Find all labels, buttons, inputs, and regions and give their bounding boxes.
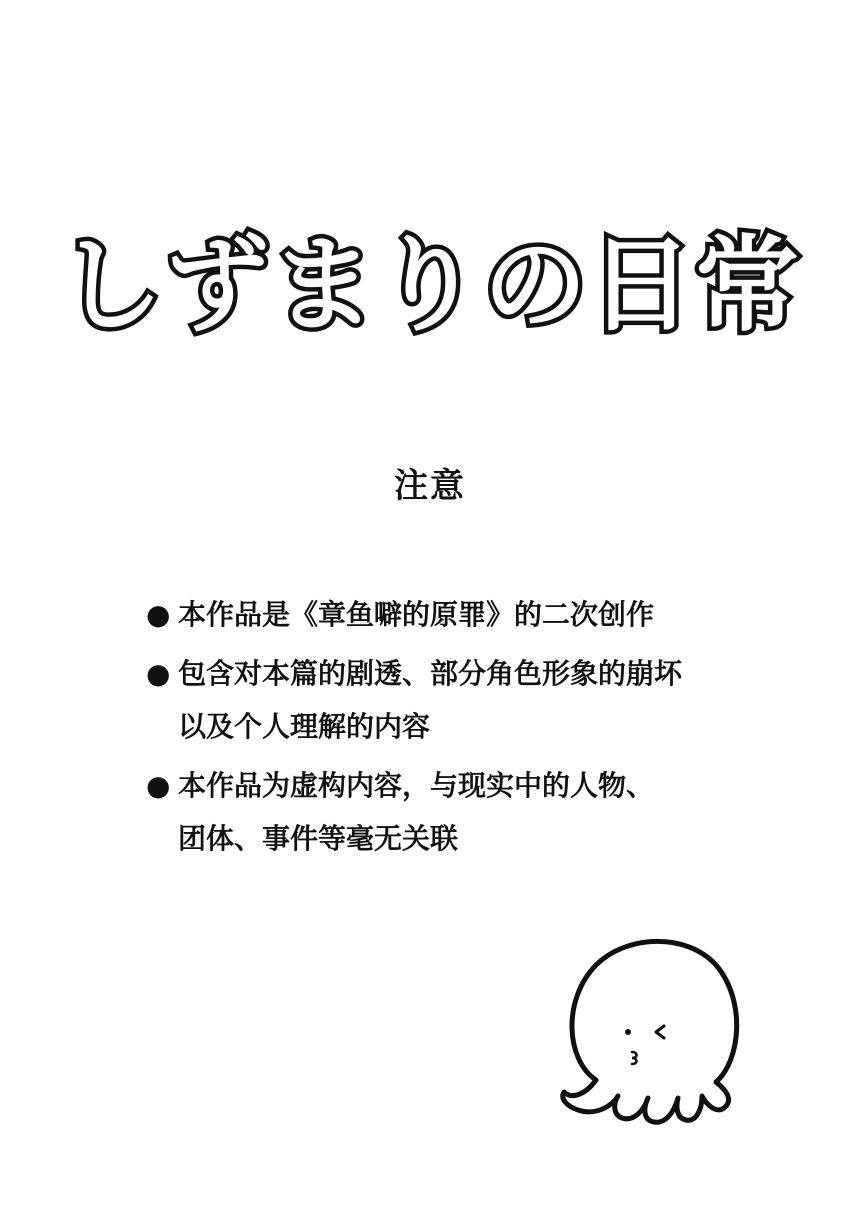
- bullet-icon: ●: [146, 657, 171, 690]
- notice-line: 以及个人理解的内容: [178, 710, 431, 743]
- notice-line: 本作品是《章鱼噼的原罪》的二次创作: [178, 598, 655, 631]
- notice-line: 包含对本篇的剧透、部分角色形象的崩坏: [178, 657, 683, 690]
- bullet-icon: ●: [146, 598, 171, 631]
- notice-item: [146, 759, 786, 865]
- notice-list: [146, 588, 786, 871]
- notice-heading: 注意: [394, 466, 466, 506]
- notice-item: [146, 647, 786, 753]
- notice-line: 本作品为虚构内容，与现实中的人物、: [178, 769, 655, 802]
- page-title: しずまりの日常: [58, 224, 801, 346]
- notice-item: [146, 588, 786, 641]
- bullet-icon: ●: [146, 769, 171, 802]
- notice-line: 团体、事件等毫无关联: [178, 822, 459, 855]
- octopus-mascot-icon: [556, 930, 746, 1130]
